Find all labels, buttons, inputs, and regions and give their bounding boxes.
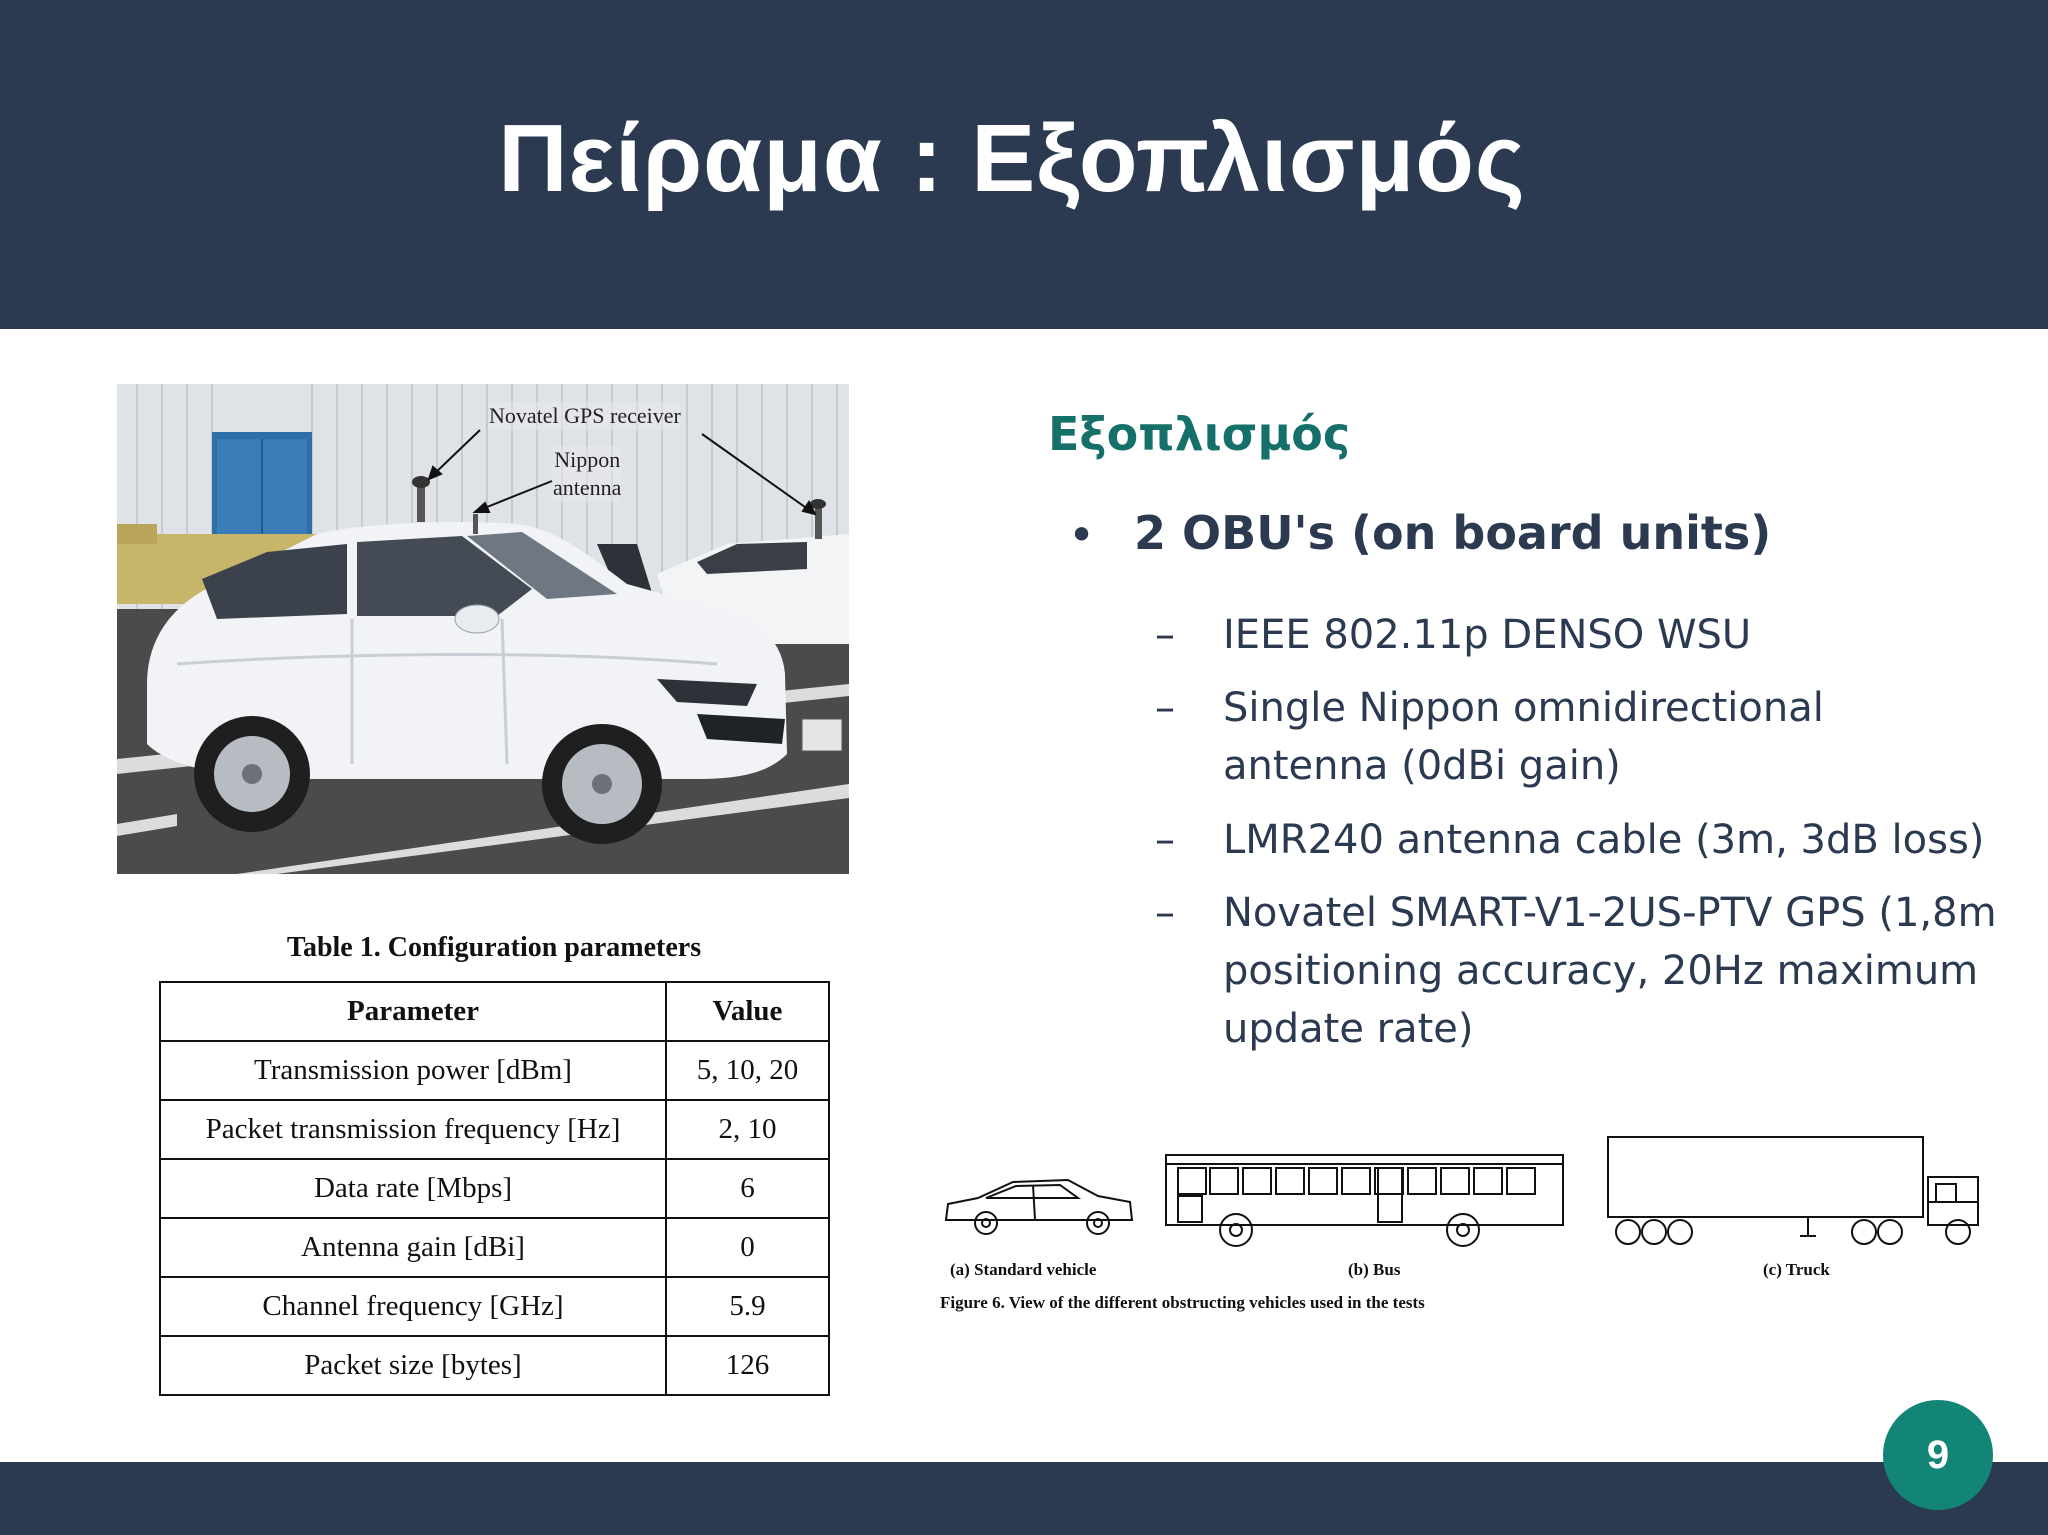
- parameter-cell: Channel frequency [GHz]: [160, 1277, 666, 1336]
- car-photo-image: [117, 384, 849, 874]
- dash-marker: –: [1155, 817, 1175, 863]
- obu-bullet: 2 OBU's (on board units): [1134, 506, 1772, 560]
- list-item-text: LMR240 antenna cable (3m, 3dB loss): [1223, 817, 1985, 863]
- table-caption: Table 1. Configuration parameters: [286, 932, 702, 963]
- value-cell: 126: [666, 1336, 829, 1395]
- antenna-label: [553, 446, 621, 502]
- table-row: [160, 1218, 829, 1277]
- table-row: [160, 1159, 829, 1218]
- parameter-cell: Transmission power [dBm]: [160, 1041, 666, 1100]
- value-cell: 5, 10, 20: [666, 1041, 829, 1100]
- slide-title: Πείραμα : Εξοπλισμός: [498, 104, 1526, 212]
- parameter-cell: Data rate [Mbps]: [160, 1159, 666, 1218]
- gps-receiver-label: Novatel GPS receiver: [489, 403, 681, 428]
- parameter-cell: Antenna gain [dBi]: [160, 1218, 666, 1277]
- dash-marker: –: [1155, 890, 1175, 936]
- list-item-text: Novatel SMART-V1-2US-PTV GPS (1,8m positioning accuracy, 20Hz maximum update rate): [1223, 890, 1997, 1052]
- figure-caption: Figure 6. View of the different obstructing vehicles used in the tests: [940, 1293, 1425, 1312]
- value-cell: 5.9: [666, 1277, 829, 1336]
- list-item-text: Single Nippon omnidirectional antenna (0dBi gain): [1223, 685, 1824, 789]
- antenna-label-line1: Nippon: [554, 447, 621, 472]
- page-number-badge: 9: [1883, 1400, 1993, 1510]
- equipment-heading: Εξοπλισμός: [1048, 407, 1351, 461]
- value-cell: 2, 10: [666, 1100, 829, 1159]
- antenna-label-line2: antenna: [553, 475, 622, 500]
- header-value: Value: [666, 982, 829, 1041]
- vehicle-label-truck: (c) Truck: [1763, 1260, 1830, 1279]
- table-row: [160, 1100, 829, 1159]
- table-row: [160, 1041, 829, 1100]
- value-cell: 0: [666, 1218, 829, 1277]
- vehicle-label-standard: (a) Standard vehicle: [950, 1260, 1097, 1279]
- bullet-dot: •: [1068, 508, 1096, 562]
- footer-bar: [0, 1462, 2048, 1535]
- vehicle-label-bus: (b) Bus: [1348, 1260, 1401, 1279]
- table-header-row: [160, 982, 829, 1041]
- title-bar: [0, 0, 2048, 329]
- value-cell: 6: [666, 1159, 829, 1218]
- dash-marker: –: [1155, 685, 1175, 731]
- table-row: [160, 1336, 829, 1395]
- parameter-cell: Packet size [bytes]: [160, 1336, 666, 1395]
- vehicles-drawing: [938, 1132, 1988, 1267]
- list-item-text: IEEE 802.11p DENSO WSU: [1223, 612, 1752, 658]
- parameter-cell: Packet transmission frequency [Hz]: [160, 1100, 666, 1159]
- configuration-table: [159, 981, 830, 1396]
- table-row: [160, 1277, 829, 1336]
- car-photo: [117, 384, 849, 874]
- header-parameter: Parameter: [160, 982, 666, 1041]
- dash-marker: –: [1155, 612, 1175, 658]
